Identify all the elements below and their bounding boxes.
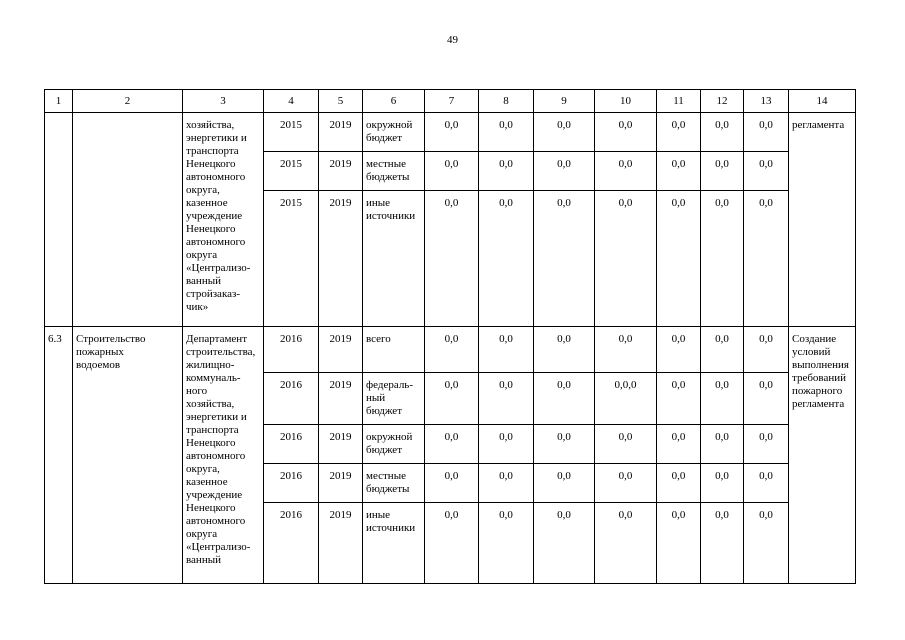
value-cell: 0,0 (534, 113, 595, 152)
value-cell: 0,0 (701, 464, 744, 503)
start-year-cell: 2016 (264, 464, 319, 503)
column-number-header: 1 (45, 90, 73, 113)
value-cell: 0,0 (595, 464, 657, 503)
start-year-cell: 2015 (264, 113, 319, 152)
value-cell: 0,0 (479, 327, 534, 373)
start-year-cell: 2015 (264, 191, 319, 327)
value-cell: 0,0 (595, 503, 657, 584)
column-number-header: 5 (319, 90, 363, 113)
value-cell: 0,0 (701, 503, 744, 584)
funding-source-cell: федераль- ный бюджет (363, 373, 425, 425)
end-year-cell: 2019 (319, 191, 363, 327)
value-cell: 0,0 (534, 425, 595, 464)
value-cell: 0,0 (744, 113, 789, 152)
value-cell: 0,0 (701, 425, 744, 464)
value-cell: 0,0 (701, 152, 744, 191)
end-year-cell: 2019 (319, 464, 363, 503)
funding-source-cell: окружной бюджет (363, 113, 425, 152)
value-cell: 0,0 (534, 464, 595, 503)
value-cell: 0,0 (479, 113, 534, 152)
value-cell: 0,0 (744, 373, 789, 425)
funding-source-cell: иные источники (363, 191, 425, 327)
value-cell: 0,0 (657, 191, 701, 327)
column-number-header: 14 (789, 90, 856, 113)
value-cell: 0,0 (479, 373, 534, 425)
column-number-header: 10 (595, 90, 657, 113)
value-cell: 0,0 (534, 373, 595, 425)
value-cell: 0,0 (657, 373, 701, 425)
start-year-cell: 2016 (264, 373, 319, 425)
start-year-cell: 2016 (264, 503, 319, 584)
program-table (44, 89, 856, 584)
end-year-cell: 2019 (319, 152, 363, 191)
value-cell: 0,0 (657, 113, 701, 152)
end-year-cell: 2019 (319, 373, 363, 425)
value-cell: 0,0 (595, 191, 657, 327)
value-cell: 0,0 (657, 152, 701, 191)
value-cell: 0,0 (534, 327, 595, 373)
value-cell: 0,0 (701, 113, 744, 152)
value-cell: 0,0 (479, 425, 534, 464)
value-cell: 0,0 (595, 152, 657, 191)
column-number-header: 2 (73, 90, 183, 113)
value-cell: 0,0 (701, 327, 744, 373)
value-cell: 0,0 (425, 113, 479, 152)
value-cell: 0,0 (744, 152, 789, 191)
funding-source-cell: местные бюджеты (363, 464, 425, 503)
column-number-header: 12 (701, 90, 744, 113)
value-cell: 0,0 (479, 464, 534, 503)
value-cell: 0,0 (595, 327, 657, 373)
value-cell: 0,0 (479, 191, 534, 327)
header-row (45, 90, 856, 113)
value-cell: 0,0 (425, 464, 479, 503)
value-cell: 0,0 (595, 425, 657, 464)
column-number-header: 13 (744, 90, 789, 113)
value-cell: 0,0 (744, 503, 789, 584)
value-cell: 0,0 (701, 191, 744, 327)
value-cell: 0,0 (657, 464, 701, 503)
value-cell: 0,0 (534, 152, 595, 191)
table-row (45, 113, 856, 152)
executor-cell: Департамент строительства, жилищно- коммуналь- ного хозяйства, энергетики и транспорта Ненецкого автономного округа, казенное учреждение Ненецкого автономного округа «Централизо- ванный (183, 327, 264, 584)
end-year-cell: 2019 (319, 327, 363, 373)
value-cell: 0,0,0 (595, 373, 657, 425)
result-cell: регламента (789, 113, 856, 327)
value-cell: 0,0 (425, 503, 479, 584)
value-cell: 0,0 (425, 191, 479, 327)
item-number-cell (45, 113, 73, 327)
start-year-cell: 2016 (264, 425, 319, 464)
page-number: 49 (447, 34, 458, 46)
item-number-cell: 6.3 (45, 327, 73, 584)
column-number-header: 3 (183, 90, 264, 113)
executor-cell: хозяйства, энергетики и транспорта Ненецкого автономного округа, казенное учреждение Ненецкого автономного округа «Централизо- ванный стройзаказ- чик» (183, 113, 264, 327)
value-cell: 0,0 (657, 425, 701, 464)
start-year-cell: 2015 (264, 152, 319, 191)
value-cell: 0,0 (657, 327, 701, 373)
table-row (45, 327, 856, 373)
column-number-header: 4 (264, 90, 319, 113)
value-cell: 0,0 (744, 425, 789, 464)
column-number-header: 11 (657, 90, 701, 113)
value-cell: 0,0 (425, 327, 479, 373)
value-cell: 0,0 (657, 503, 701, 584)
item-name-cell: Строительство пожарных водоемов (73, 327, 183, 584)
item-name-cell (73, 113, 183, 327)
funding-source-cell: всего (363, 327, 425, 373)
column-number-header: 8 (479, 90, 534, 113)
value-cell: 0,0 (479, 503, 534, 584)
result-cell: Создание условий выполнения требований пожарного регламента (789, 327, 856, 584)
value-cell: 0,0 (744, 464, 789, 503)
value-cell: 0,0 (425, 152, 479, 191)
value-cell: 0,0 (701, 373, 744, 425)
value-cell: 0,0 (595, 113, 657, 152)
end-year-cell: 2019 (319, 425, 363, 464)
start-year-cell: 2016 (264, 327, 319, 373)
end-year-cell: 2019 (319, 113, 363, 152)
column-number-header: 6 (363, 90, 425, 113)
column-number-header: 7 (425, 90, 479, 113)
value-cell: 0,0 (425, 373, 479, 425)
funding-source-cell: иные источники (363, 503, 425, 584)
value-cell: 0,0 (744, 191, 789, 327)
value-cell: 0,0 (534, 191, 595, 327)
value-cell: 0,0 (425, 425, 479, 464)
funding-source-cell: окружной бюджет (363, 425, 425, 464)
funding-source-cell: местные бюджеты (363, 152, 425, 191)
value-cell: 0,0 (479, 152, 534, 191)
value-cell: 0,0 (534, 503, 595, 584)
end-year-cell: 2019 (319, 503, 363, 584)
value-cell: 0,0 (744, 327, 789, 373)
column-number-header: 9 (534, 90, 595, 113)
